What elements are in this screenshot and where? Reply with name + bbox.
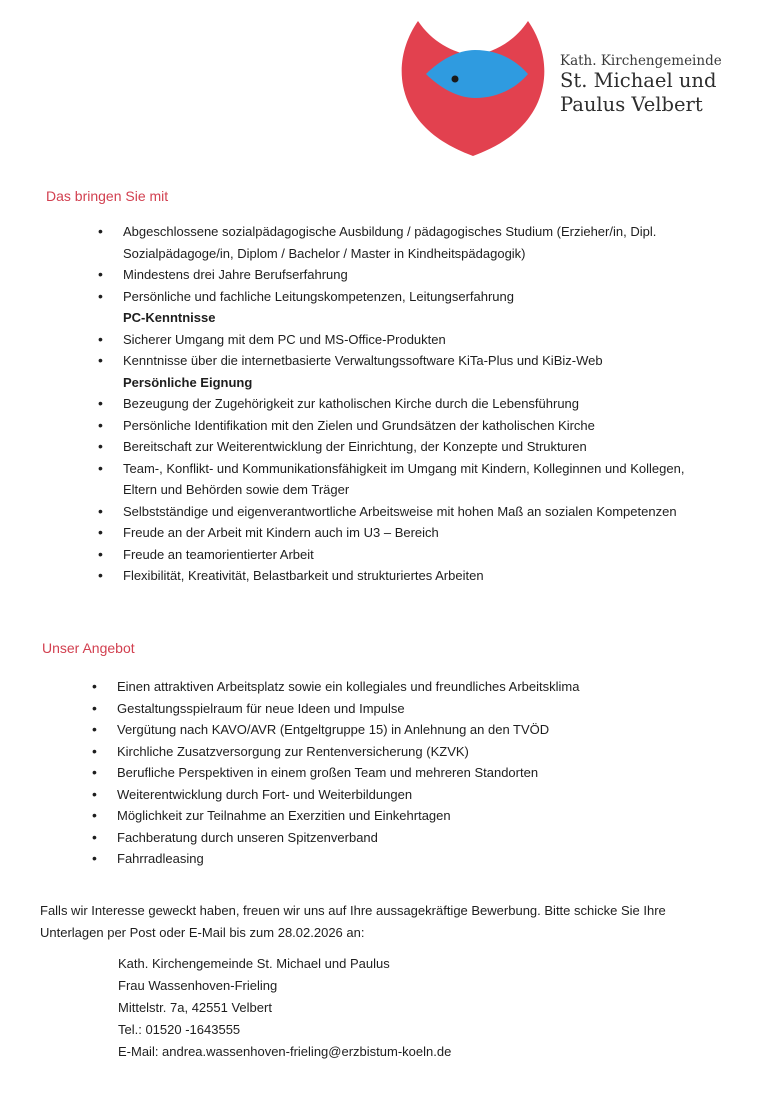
- closing-paragraph: Falls wir Interesse geweckt haben, freuen wir uns auf Ihre aussagekräftige Bewerbung. Bitte schicke Sie Ihre Unterlagen per Post oder E-Mail bis zum 28.02.2026 an:: [40, 903, 666, 940]
- contact-address: Mittelstr. 7a, 42551 Velbert: [118, 1000, 272, 1015]
- parish-name-line3: Paulus Velbert: [560, 93, 703, 116]
- list-item: • Bereitschaft zur Weiterentwicklung der Einrichtung, der Konzepte und Strukturen: [96, 436, 686, 458]
- list-item: • Selbstständige und eigenverantwortliche Arbeitsweise mit hohen Maß an sozialen Kompetenzen: [96, 501, 686, 523]
- contact-email[interactable]: E-Mail: andrea.wassenhoven-frieling@erzbistum-koeln.de: [118, 1044, 452, 1059]
- list-item: • Abgeschlossene sozialpädagogische Ausbildung / pädagogisches Studium (Erzieher/in, Dipl. Sozialpädagoge/in, Diplom / Bachelor / Master in Kindheitspädagogik): [96, 221, 686, 264]
- offer-list: [90, 676, 680, 870]
- list-item: • Kirchliche Zusatzversorgung zur Rentenversicherung (KZVK): [90, 741, 680, 763]
- list-item: • Team-, Konflikt- und Kommunikationsfähigkeit im Umgang mit Kindern, Kolleginnen und Kollegen, Eltern und Behörden sowie dem Träger: [96, 458, 686, 501]
- list-item: • Möglichkeit zur Teilnahme an Exerzitien und Einkehrtagen: [90, 805, 680, 827]
- list-item: • Freude an der Arbeit mit Kindern auch im U3 – Bereich: [96, 522, 686, 544]
- contact-block: [118, 953, 451, 1063]
- requirements-list: [96, 221, 686, 587]
- list-item: • Sicherer Umgang mit dem PC und MS-Office-Produkten: [96, 329, 686, 351]
- list-item: • Berufliche Perspektiven in einem großen Team und mehreren Standorten: [90, 762, 680, 784]
- list-subheading: Persönliche Eignung: [123, 374, 253, 390]
- list-item: • Persönliche und fachliche Leitungskompetenzen, Leitungserfahrung: [96, 286, 686, 308]
- list-item: • Weiterentwicklung durch Fort- und Weiterbildungen: [90, 784, 680, 806]
- list-item: • Einen attraktiven Arbeitsplatz sowie ein kollegiales und freundliches Arbeitsklima: [90, 676, 680, 698]
- list-item: • Fachberatung durch unseren Spitzenverband: [90, 827, 680, 849]
- parish-name: [560, 53, 722, 117]
- contact-person: Frau Wassenhoven-Frieling: [118, 978, 278, 993]
- parish-name-line2: St. Michael und: [560, 69, 717, 92]
- list-item: • Vergütung nach KAVO/AVR (Entgeltgruppe 15) in Anlehnung an den TVÖD: [90, 719, 680, 741]
- fish-eye: [452, 76, 459, 83]
- list-subheading: PC-Kenntnisse: [123, 310, 216, 325]
- section-title-requirements: Das bringen Sie mit: [46, 188, 169, 204]
- list-item: • Persönliche Identifikation mit den Zielen und Grundsätzen der katholischen Kirche: [96, 415, 686, 437]
- section-title-offer: Unser Angebot: [42, 640, 135, 656]
- list-item: • Kenntnisse über die internetbasierte Verwaltungssoftware KiTa-Plus und KiBiz-Web: [96, 350, 686, 372]
- list-item: • Mindestens drei Jahre Berufserfahrung: [96, 264, 686, 286]
- parish-logo: [398, 16, 548, 156]
- list-item: • Freude an teamorientierter Arbeit: [96, 544, 686, 566]
- contact-organization: Kath. Kirchengemeinde St. Michael und Paulus: [118, 956, 390, 971]
- list-item: • Bezeugung der Zugehörigkeit zur katholischen Kirche durch die Lebensführung: [96, 393, 686, 415]
- list-item: • Gestaltungsspielraum für neue Ideen und Impulse: [90, 698, 680, 720]
- list-item: • Flexibilität, Kreativität, Belastbarkeit und strukturiertes Arbeiten: [96, 565, 686, 587]
- contact-phone: Tel.: 01520 -1643555: [118, 1022, 241, 1037]
- parish-name-line1: Kath. Kirchengemeinde: [560, 53, 722, 69]
- list-item: • Fahrradleasing: [90, 848, 680, 870]
